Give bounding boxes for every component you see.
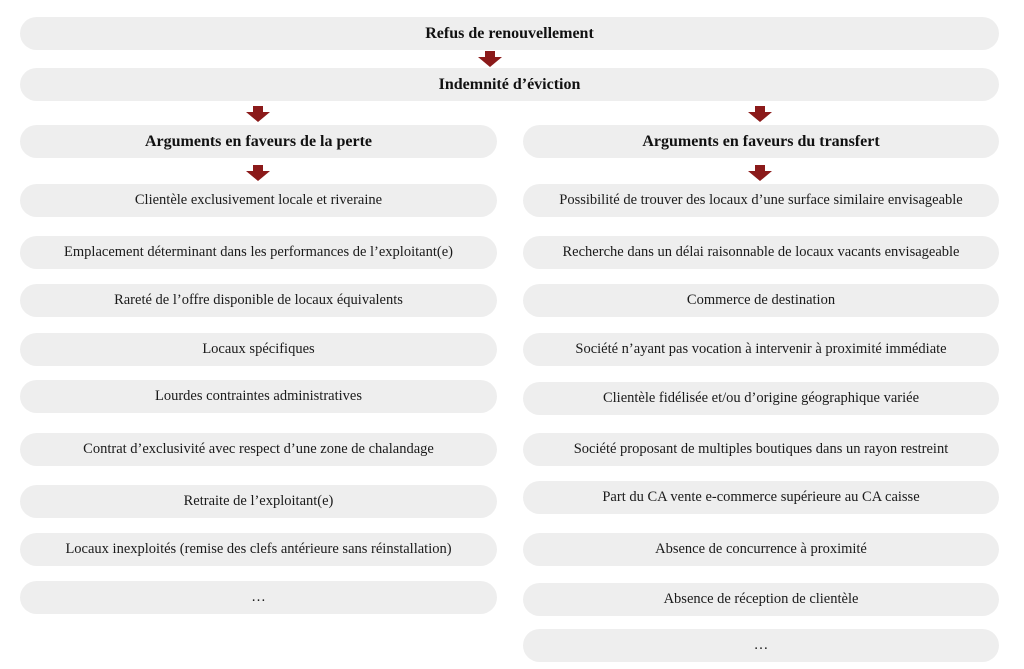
transfer-argument-text: Commerce de destination [686,292,836,308]
indemnity-box [20,68,999,101]
loss-argument-item [20,236,497,269]
transfer-argument-item [523,236,999,269]
transfer-argument-text: Société proposant de multiples boutiques dans un rayon restreint [573,441,949,457]
loss-argument-text: Lourdes contraintes administratives [155,388,362,404]
transfer-argument-text: Part du CA vente e-commerce supérieure au CA caisse [602,489,920,505]
loss-argument-item [20,581,497,614]
transfer-argument-item [523,433,999,466]
down-arrow-icon [246,165,270,181]
transfer-argument-item [523,284,999,317]
loss-argument-text: … [251,589,266,605]
transfer-argument-item [523,533,999,566]
transfer-argument-item [523,184,999,217]
transfer-argument-text: Absence de réception de clientèle [663,591,859,607]
transfer-argument-item [523,382,999,415]
loss-argument-text: Emplacement déterminant dans les performances de l’exploitant(e) [64,244,453,260]
transfer-argument-item [523,629,999,662]
transfer-argument-text: Recherche dans un délai raisonnable de locaux vacants envisageable [562,244,960,260]
down-arrow-icon [748,106,772,122]
transfer-argument-item [523,481,999,514]
loss-argument-text: Locaux inexploités (remise des clefs antérieure sans réinstallation) [65,541,452,557]
transfer-heading-label: Arguments en faveurs du transfert [642,132,880,150]
transfer-arguments-heading [523,125,999,158]
loss-argument-item [20,533,497,566]
loss-argument-item [20,184,497,217]
loss-argument-text: Rareté de l’offre disponible de locaux équivalents [114,292,403,308]
loss-argument-item [20,333,497,366]
loss-argument-item [20,380,497,413]
loss-heading-label: Arguments en faveurs de la perte [144,132,373,150]
down-arrow-icon [478,51,502,67]
transfer-argument-text: Possibilité de trouver des locaux d’une surface similaire envisageable [559,192,963,208]
down-arrow-icon [748,165,772,181]
refusal-box [20,17,999,50]
loss-argument-text: Contrat d’exclusivité avec respect d’une zone de chalandage [83,441,434,457]
loss-argument-item [20,485,497,518]
loss-argument-item [20,284,497,317]
down-arrow-icon [246,106,270,122]
loss-argument-text: Locaux spécifiques [202,341,315,357]
loss-argument-item [20,433,497,466]
transfer-argument-text: … [753,637,769,653]
transfer-argument-item [523,333,999,366]
transfer-argument-text: Absence de concurrence à proximité [655,541,867,557]
loss-argument-text: Clientèle exclusivement locale et riveraine [134,192,383,208]
transfer-argument-text: Société n’ayant pas vocation à intervenir à proximité immédiate [575,341,947,357]
loss-arguments-heading [20,125,497,158]
refusal-label: Refus de renouvellement [425,24,594,42]
loss-argument-text: Retraite de l’exploitant(e) [183,493,334,509]
transfer-argument-item [523,583,999,616]
indemnity-label: Indemnité d’éviction [438,75,581,93]
transfer-argument-text: Clientèle fidélisée et/ou d’origine géographique variée [602,390,920,406]
